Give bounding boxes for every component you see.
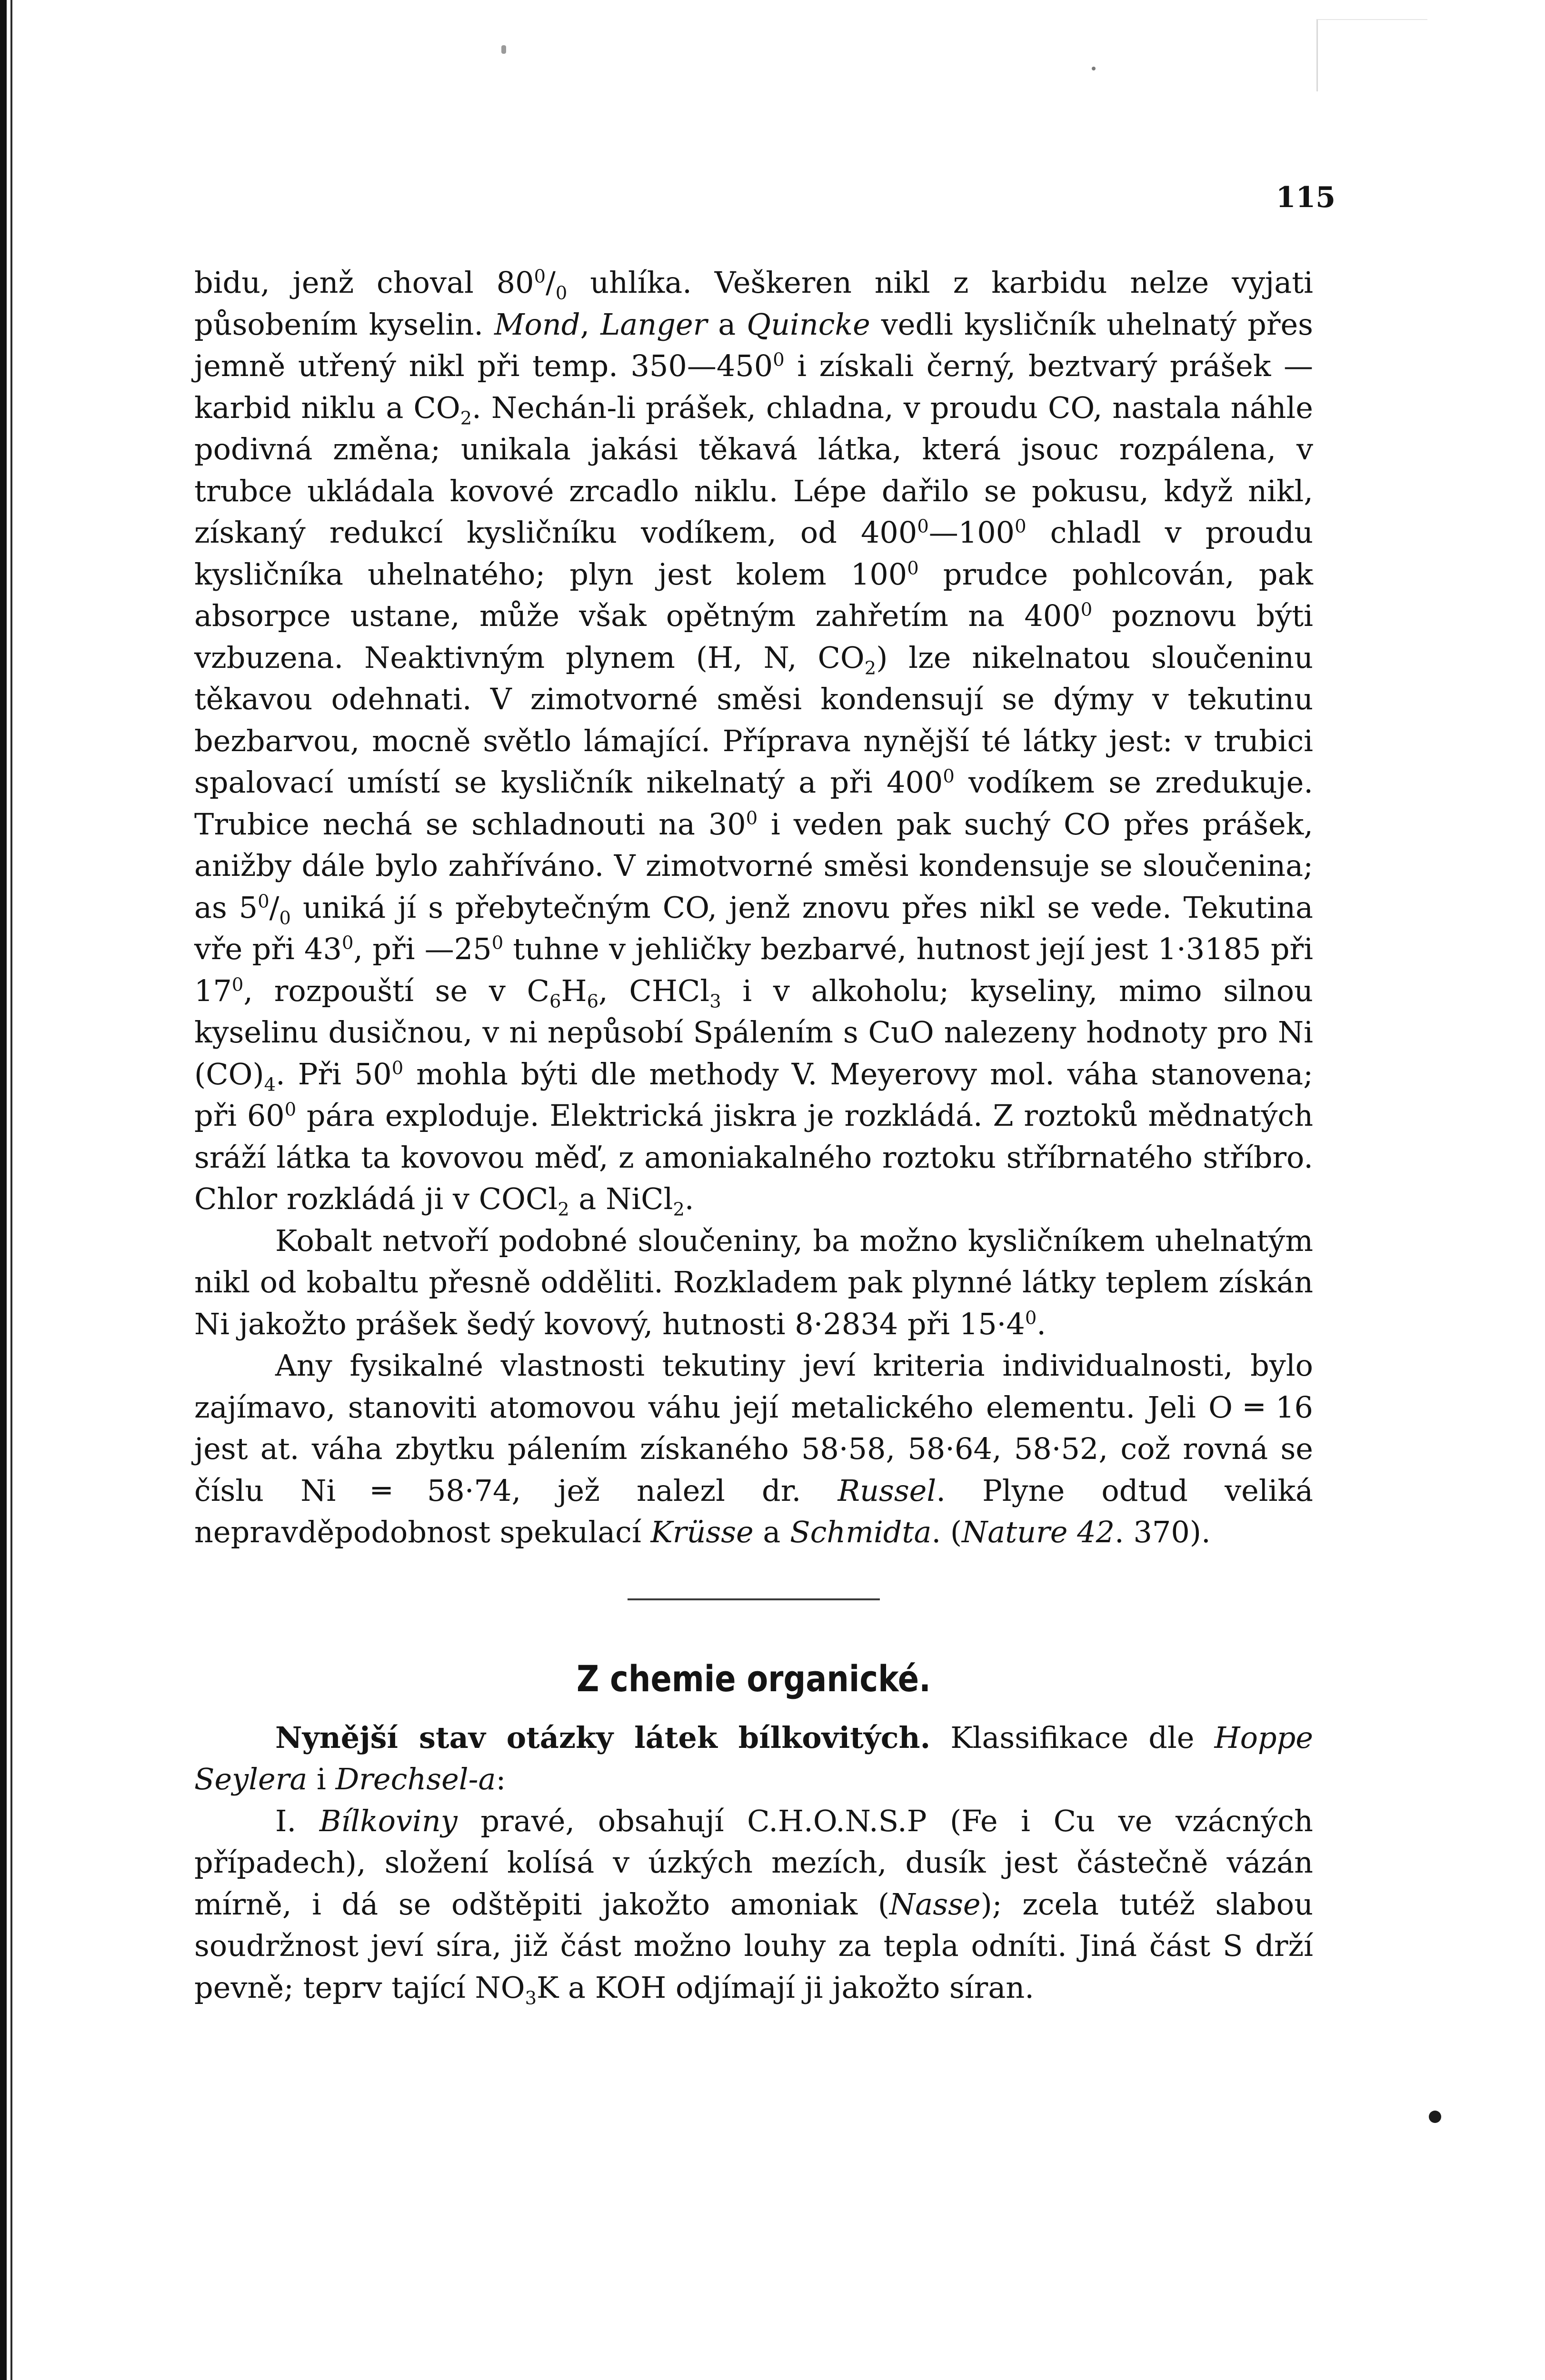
scan-speck — [1092, 67, 1096, 70]
author-langer: Langer — [600, 307, 708, 342]
paragraph-atomic-weight: Any fysikalné vlastnosti tekutiny jeví kriteria individualnosti, bylo zajímavo, stanoviti atomovou váhu její metalického elementu. Jeli O ═ 16 jest at. váha zbytku pálením získaného 58·58, 58·64, 58·52, což rovná se číslu Ni ═ 58·74, jež nalezl dr. Russel. Plyne odtud veliká nepravděpodobnost spekulací Krüsse a Schmidta. (Nature 42. 370). — [194, 1348, 1313, 1549]
author-hoppe-seyler: Hoppe Seylera — [194, 1720, 1313, 1796]
author-mond: Mond — [494, 307, 580, 342]
author-schmidta: Schmidta — [790, 1515, 932, 1549]
page-edge-shadow — [0, 0, 7, 2380]
page-edge-line — [10, 0, 12, 2380]
scan-speck — [501, 45, 506, 54]
author-krusse: Krüsse — [650, 1515, 754, 1549]
page-body — [194, 262, 1313, 2008]
subheading: Nynější stav otázky látek bílkovitých. — [275, 1720, 931, 1755]
author-quincke: Quincke — [747, 307, 870, 342]
section-divider — [628, 1598, 880, 1600]
author-russel: Russel — [837, 1473, 937, 1508]
corner-scan-mark — [1316, 19, 1427, 91]
author-nasse: Nasse — [889, 1886, 981, 1922]
citation-nature: Nature 42 — [962, 1515, 1115, 1549]
paragraph-cobalt: Kobalt netvoří podobné sloučeniny, ba možno kysličníkem uhelnatým nikl od kobaltu přesně odděliti. Rozkladem pak plynné látky teplem získán Ni jakožto prášek šedý kovový, hutnosti 8·2834 při $15\cdot 4^0$. — [194, 1223, 1313, 1341]
paragraph-nickel-carbonyl: bidu, jenž choval $80^0/_0$ uhlíka. Veškeren nikl z karbidu nelze vyjati působením kyselin. Mond, Langer a Quincke vedli kysličník uhelnatý přes jemně utřený nikl při temp. $350—450^0$ i získali černý, beztvarý prášek — karbid niklu a $CO_2$. Nechán-li prášek, chladna, v proudu CO, nastala náhle podivná změna; unikala jakási těkavá látka, která jsouc rozpálena, v trubce ukládala kovové zrcadlo niklu. Lépe dařilo se pokusu, když nikl, získaný redukcí kysličníku vodíkem, od $400^0—100^0$ chladl v proudu kysličníka uhelnatého; plyn jest kolem $100^0$ prudce pohlcován, pak absorpce ustane, může však opětným zahřetím na $400^0$ poznovu býti vzbuzena. Neaktivným plynem (H, N, $CO_2$) lze nikelnatou sloučeninu těkavou odehnati. V zimotvorné směsi kondensují se dýmy v tekutinu bezbarvou, mocně světlo lámající. Příprava nynější té látky jest: v trubici spalovací umístí se kysličník nikelnatý a při $400^0$ vodíkem se zredukuje. Trubice nechá se schladnouti na $30^0$ i veden pak suchý CO přes prášek, anižby dále bylo zahříváno. V zimotvorné směsi kondensuje se sloučenina; as $5^0/_0$ uniká jí s přebytečným CO, jenž znovu přes nikl se vede. Tekutina vře při $43^0$, při $—25^0$ tuhne v jehličky bezbarvé, hutnost její jest 1·3185 při $17^0$, rozpouští se v $C_6H_6$, CHCl$_3$ i v alkoholu; kyseliny, mimo silnou kyselinu dusičnou, v ni nepůsobí Spálením s CuO nalezeny hodnoty pro Ni $(CO)_4$. Při $50^0$ mohla býti dle methody V. Meyerovy mol. váha stanovena; při $60^0$ pára exploduje. Elektrická jiskra je rozkládá. Z roztoků mědnatých sráží látka ta kovovou měď, z amoniakalného roztoku stříbrnatého stříbro. Chlor rozkládá ji v COCl$_2$ a NiCl$_2$. — [194, 265, 1314, 1220]
page-number: 115 — [1276, 181, 1336, 214]
paragraph-proteins-heading: Nynější stav otázky látek bílkovitých. Klassifikace dle Hoppe Seylera i Drechsel-a: — [194, 1720, 1313, 1796]
section-title: Z chemie organické. — [577, 1657, 931, 1700]
term-bilkoviny: Bílkoviny — [319, 1803, 458, 1838]
paragraph-proteins: I. Bílkoviny pravé, obsahují C.H.O.N.S.P (Fe i Cu ve vzácných případech), složení kolísá v úzkých mezích, dusík jest částečně vázán mírně, i dá se odštěpiti jakožto amoniak (Nasse); zcela tutéž slabou soudržnost jeví síra, již část možno louhy za tepla odníti. Jiná část S drží pevně; teprv tající $NO_3K$ a KOH odjímají ji jakožto síran. — [194, 1803, 1313, 2009]
author-drechsel: Drechsel-a — [335, 1762, 496, 1796]
ink-dot — [1429, 2111, 1441, 2123]
